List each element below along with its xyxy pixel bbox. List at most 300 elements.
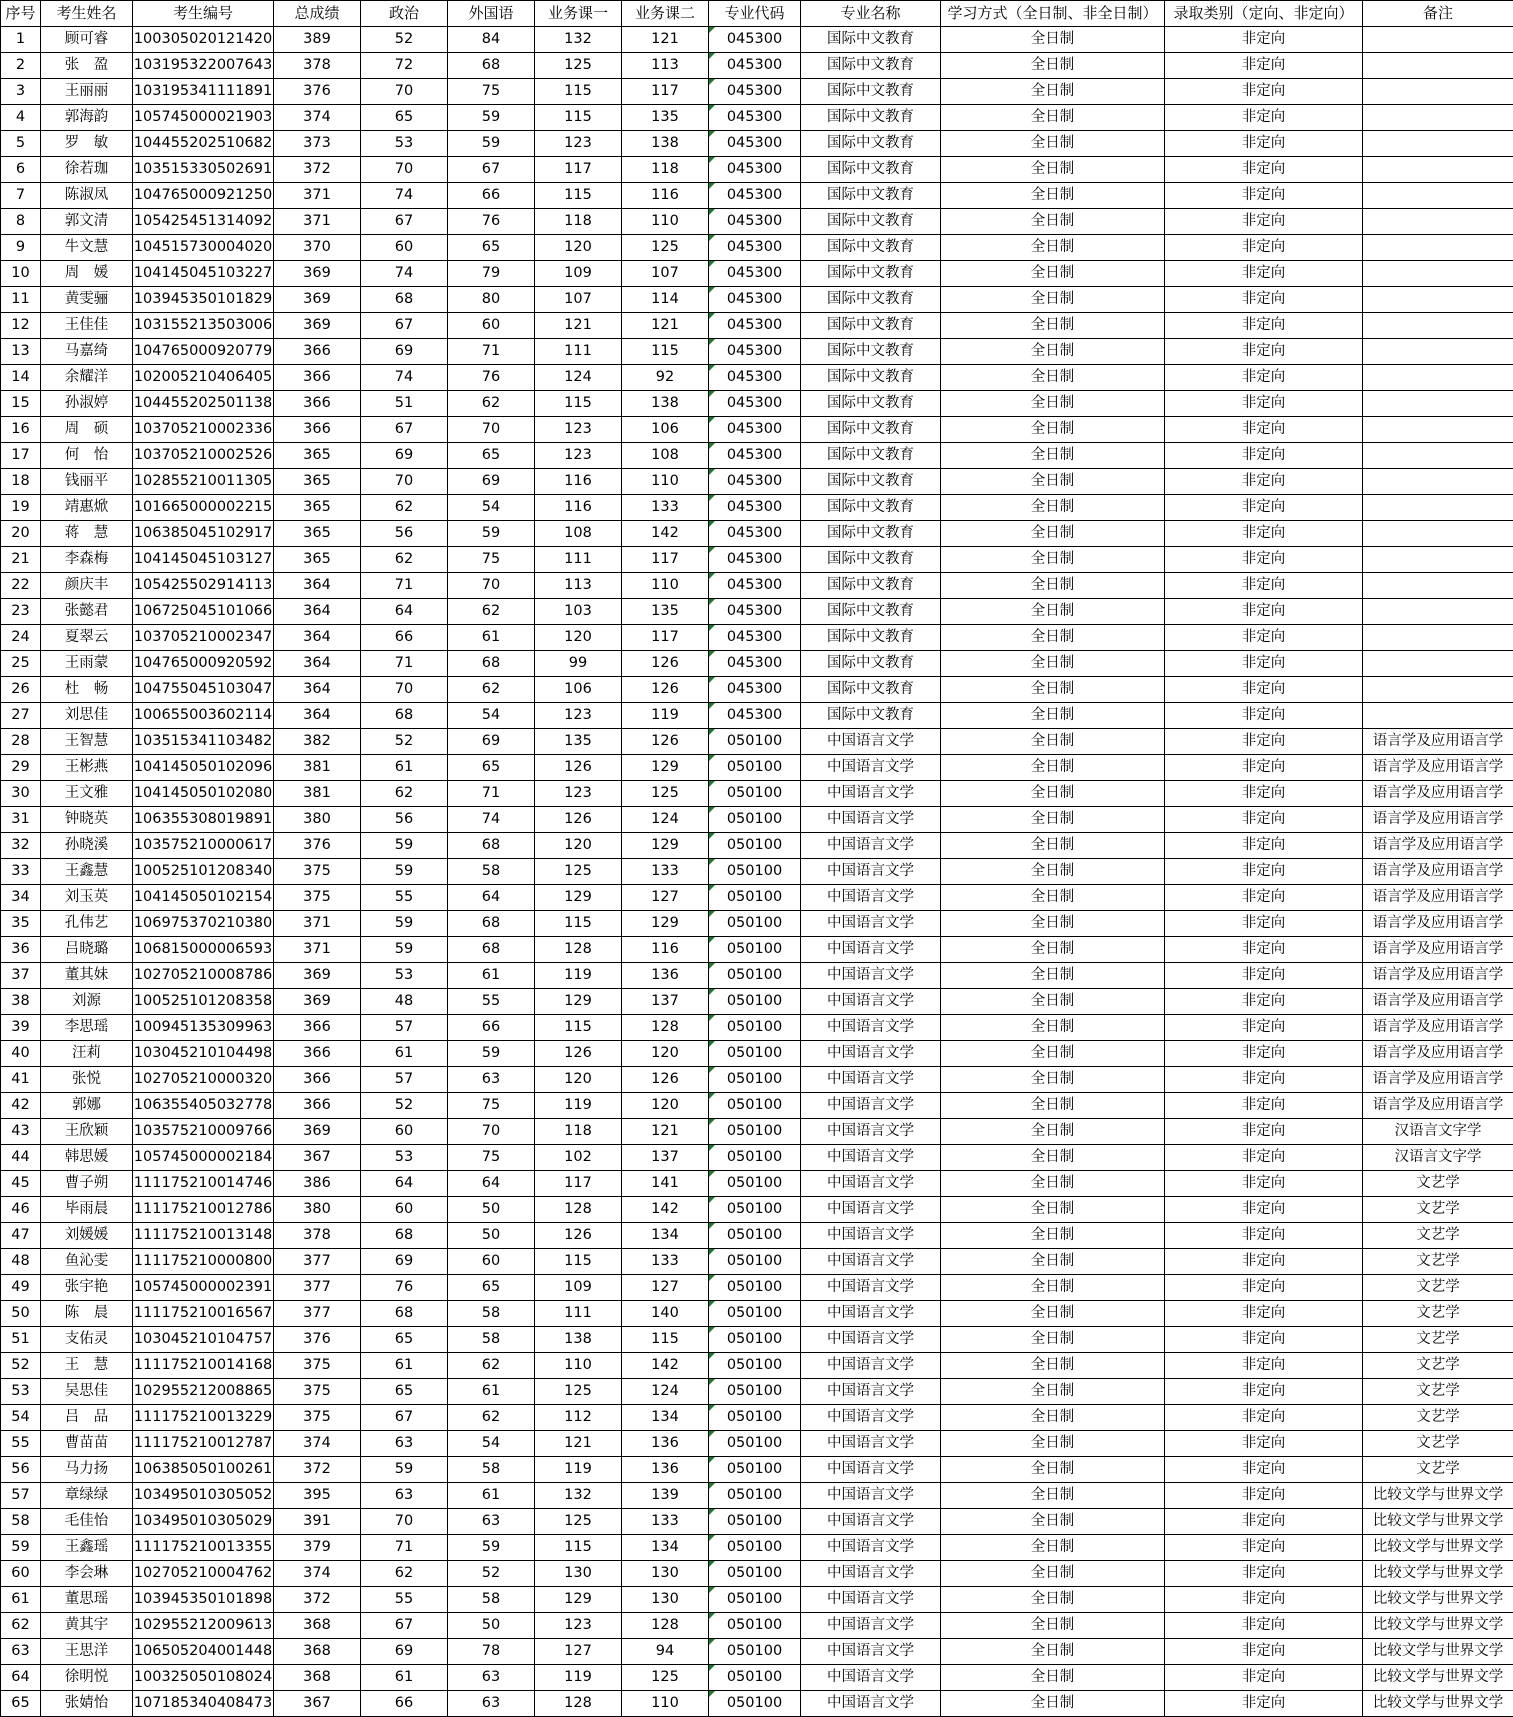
course1-cell: 129	[535, 1587, 622, 1613]
foreign-lang-cell: 63	[448, 1665, 535, 1691]
seq-cell: 42	[1, 1093, 41, 1119]
politics-cell: 63	[361, 1483, 448, 1509]
name-cell: 王鑫瑶	[41, 1535, 133, 1561]
admission-type-cell: 非定向	[1165, 391, 1363, 417]
course1-cell: 116	[535, 469, 622, 495]
major-name-cell: 中国语言文学	[801, 1275, 941, 1301]
exam-id-cell: 111175210012786	[133, 1197, 274, 1223]
politics-cell: 70	[361, 157, 448, 183]
major-code-cell: 045300	[709, 183, 801, 209]
admission-type-cell: 非定向	[1165, 1405, 1363, 1431]
name-cell: 何 怡	[41, 443, 133, 469]
remark-cell: 语言学及应用语言学	[1363, 937, 1513, 963]
major-code-cell: 050100	[709, 1613, 801, 1639]
politics-cell: 65	[361, 1379, 448, 1405]
admission-type-cell: 非定向	[1165, 209, 1363, 235]
course2-cell: 133	[622, 1509, 709, 1535]
seq-cell: 60	[1, 1561, 41, 1587]
table-row	[1, 287, 1513, 313]
foreign-lang-cell: 65	[448, 755, 535, 781]
study-mode-cell: 全日制	[941, 105, 1165, 131]
name-cell: 张 盈	[41, 53, 133, 79]
exam-id-cell: 100325050108024	[133, 1665, 274, 1691]
course2-cell: 114	[622, 287, 709, 313]
course2-cell: 129	[622, 833, 709, 859]
seq-cell: 43	[1, 1119, 41, 1145]
course1-cell: 121	[535, 313, 622, 339]
course1-cell: 138	[535, 1327, 622, 1353]
remark-cell	[1363, 79, 1513, 105]
seq-cell: 48	[1, 1249, 41, 1275]
table-row	[1, 1015, 1513, 1041]
course2-cell: 107	[622, 261, 709, 287]
admission-type-cell: 非定向	[1165, 781, 1363, 807]
politics-cell: 69	[361, 1249, 448, 1275]
exam-id-cell: 103195341111891	[133, 79, 274, 105]
name-cell: 王欣颖	[41, 1119, 133, 1145]
course1-cell: 127	[535, 1639, 622, 1665]
foreign-lang-cell: 74	[448, 807, 535, 833]
remark-cell: 比较文学与世界文学	[1363, 1483, 1513, 1509]
admission-type-cell: 非定向	[1165, 729, 1363, 755]
name-cell: 王智慧	[41, 729, 133, 755]
major-code-cell: 050100	[709, 1405, 801, 1431]
remark-cell	[1363, 547, 1513, 573]
major-code-cell: 050100	[709, 1379, 801, 1405]
foreign-lang-cell: 68	[448, 833, 535, 859]
table-row	[1, 1457, 1513, 1483]
politics-cell: 74	[361, 261, 448, 287]
name-cell: 周 媛	[41, 261, 133, 287]
course1-cell: 120	[535, 235, 622, 261]
course1-cell: 123	[535, 443, 622, 469]
seq-cell: 10	[1, 261, 41, 287]
politics-cell: 64	[361, 1171, 448, 1197]
major-name-cell: 中国语言文学	[801, 1067, 941, 1093]
course2-cell: 110	[622, 1691, 709, 1717]
col-remark-header: 备注	[1363, 1, 1513, 27]
table-row	[1, 989, 1513, 1015]
major-name-cell: 中国语言文学	[801, 1691, 941, 1717]
major-code-cell: 045300	[709, 131, 801, 157]
table-row	[1, 911, 1513, 937]
foreign-lang-cell: 79	[448, 261, 535, 287]
course1-cell: 129	[535, 989, 622, 1015]
major-name-cell: 国际中文教育	[801, 79, 941, 105]
foreign-lang-cell: 68	[448, 937, 535, 963]
foreign-lang-cell: 50	[448, 1197, 535, 1223]
study-mode-cell: 全日制	[941, 313, 1165, 339]
course1-cell: 123	[535, 781, 622, 807]
foreign-lang-cell: 63	[448, 1509, 535, 1535]
admission-type-cell: 非定向	[1165, 1353, 1363, 1379]
seq-cell: 7	[1, 183, 41, 209]
politics-cell: 67	[361, 313, 448, 339]
exam-id-cell: 106385045102917	[133, 521, 274, 547]
study-mode-cell: 全日制	[941, 625, 1165, 651]
major-name-cell: 中国语言文学	[801, 1093, 941, 1119]
remark-cell: 语言学及应用语言学	[1363, 1067, 1513, 1093]
major-code-cell: 045300	[709, 313, 801, 339]
politics-cell: 70	[361, 1509, 448, 1535]
remark-cell: 比较文学与世界文学	[1363, 1535, 1513, 1561]
study-mode-cell: 全日制	[941, 1327, 1165, 1353]
exam-id-cell: 102005210406405	[133, 365, 274, 391]
name-cell: 吕 品	[41, 1405, 133, 1431]
admission-type-cell: 非定向	[1165, 157, 1363, 183]
foreign-lang-cell: 68	[448, 651, 535, 677]
course2-cell: 115	[622, 1327, 709, 1353]
major-code-cell: 050100	[709, 1509, 801, 1535]
course1-cell: 108	[535, 521, 622, 547]
study-mode-cell: 全日制	[941, 1223, 1165, 1249]
course2-cell: 142	[622, 1353, 709, 1379]
remark-cell	[1363, 495, 1513, 521]
admission-type-cell: 非定向	[1165, 1691, 1363, 1717]
seq-cell: 57	[1, 1483, 41, 1509]
exam-id-cell: 111175210013148	[133, 1223, 274, 1249]
major-name-cell: 中国语言文学	[801, 1509, 941, 1535]
study-mode-cell: 全日制	[941, 27, 1165, 53]
name-cell: 张宇艳	[41, 1275, 133, 1301]
foreign-lang-cell: 67	[448, 157, 535, 183]
major-name-cell: 中国语言文学	[801, 1223, 941, 1249]
study-mode-cell: 全日制	[941, 339, 1165, 365]
politics-cell: 68	[361, 1301, 448, 1327]
table-row	[1, 417, 1513, 443]
admission-type-cell: 非定向	[1165, 79, 1363, 105]
course1-cell: 111	[535, 1301, 622, 1327]
politics-cell: 53	[361, 131, 448, 157]
major-code-cell: 050100	[709, 1587, 801, 1613]
total-score-cell: 366	[274, 365, 361, 391]
course1-cell: 120	[535, 625, 622, 651]
politics-cell: 60	[361, 235, 448, 261]
course2-cell: 141	[622, 1171, 709, 1197]
foreign-lang-cell: 59	[448, 1041, 535, 1067]
foreign-lang-cell: 50	[448, 1613, 535, 1639]
course2-cell: 126	[622, 729, 709, 755]
foreign-lang-cell: 59	[448, 1535, 535, 1561]
total-score-cell: 386	[274, 1171, 361, 1197]
study-mode-cell: 全日制	[941, 1665, 1165, 1691]
table-row	[1, 651, 1513, 677]
course1-cell: 117	[535, 157, 622, 183]
course2-cell: 125	[622, 1665, 709, 1691]
course1-cell: 128	[535, 937, 622, 963]
major-name-cell: 中国语言文学	[801, 1327, 941, 1353]
major-name-cell: 中国语言文学	[801, 1015, 941, 1041]
seq-cell: 55	[1, 1431, 41, 1457]
foreign-lang-cell: 68	[448, 53, 535, 79]
exam-id-cell: 111175210013229	[133, 1405, 274, 1431]
name-cell: 章绿绿	[41, 1483, 133, 1509]
name-cell: 靖惠焮	[41, 495, 133, 521]
course2-cell: 116	[622, 937, 709, 963]
politics-cell: 65	[361, 105, 448, 131]
exam-id-cell: 105745000021903	[133, 105, 274, 131]
admission-type-cell: 非定向	[1165, 287, 1363, 313]
admission-type-cell: 非定向	[1165, 833, 1363, 859]
total-score-cell: 369	[274, 989, 361, 1015]
table-row	[1, 937, 1513, 963]
total-score-cell: 369	[274, 261, 361, 287]
major-code-cell: 050100	[709, 1327, 801, 1353]
exam-id-cell: 111175210012787	[133, 1431, 274, 1457]
exam-id-cell: 100655003602114	[133, 703, 274, 729]
exam-id-cell: 102705210000320	[133, 1067, 274, 1093]
total-score-cell: 369	[274, 287, 361, 313]
course1-cell: 113	[535, 573, 622, 599]
admission-type-cell: 非定向	[1165, 1197, 1363, 1223]
table-row	[1, 1691, 1513, 1717]
foreign-lang-cell: 62	[448, 391, 535, 417]
major-name-cell: 中国语言文学	[801, 1535, 941, 1561]
table-row	[1, 1327, 1513, 1353]
foreign-lang-cell: 64	[448, 885, 535, 911]
seq-cell: 17	[1, 443, 41, 469]
seq-cell: 2	[1, 53, 41, 79]
course2-cell: 119	[622, 703, 709, 729]
foreign-lang-cell: 70	[448, 573, 535, 599]
seq-cell: 23	[1, 599, 41, 625]
politics-cell: 71	[361, 651, 448, 677]
study-mode-cell: 全日制	[941, 1119, 1165, 1145]
total-score-cell: 366	[274, 339, 361, 365]
exam-id-cell: 102705210008786	[133, 963, 274, 989]
foreign-lang-cell: 58	[448, 1457, 535, 1483]
seq-cell: 28	[1, 729, 41, 755]
course2-cell: 108	[622, 443, 709, 469]
politics-cell: 74	[361, 365, 448, 391]
table-row	[1, 1249, 1513, 1275]
course1-cell: 121	[535, 1431, 622, 1457]
remark-cell: 汉语言文字学	[1363, 1119, 1513, 1145]
col-admission-type-header: 录取类别（定向、非定向）	[1165, 1, 1363, 27]
admission-type-cell: 非定向	[1165, 1639, 1363, 1665]
table-row	[1, 365, 1513, 391]
exam-id-cell: 105425502914113	[133, 573, 274, 599]
politics-cell: 62	[361, 1561, 448, 1587]
major-name-cell: 国际中文教育	[801, 677, 941, 703]
name-cell: 周 硕	[41, 417, 133, 443]
major-name-cell: 国际中文教育	[801, 417, 941, 443]
table-row	[1, 885, 1513, 911]
exam-id-cell: 111175210014168	[133, 1353, 274, 1379]
total-score-cell: 377	[274, 1275, 361, 1301]
table-row	[1, 1509, 1513, 1535]
major-code-cell: 050100	[709, 1015, 801, 1041]
course2-cell: 136	[622, 1431, 709, 1457]
name-cell: 马嘉绮	[41, 339, 133, 365]
name-cell: 王文雅	[41, 781, 133, 807]
admission-type-cell: 非定向	[1165, 53, 1363, 79]
politics-cell: 60	[361, 1197, 448, 1223]
remark-cell: 语言学及应用语言学	[1363, 755, 1513, 781]
table-row	[1, 1379, 1513, 1405]
major-name-cell: 中国语言文学	[801, 807, 941, 833]
politics-cell: 61	[361, 1665, 448, 1691]
course2-cell: 92	[622, 365, 709, 391]
politics-cell: 62	[361, 781, 448, 807]
table-row	[1, 469, 1513, 495]
foreign-lang-cell: 52	[448, 1561, 535, 1587]
total-score-cell: 365	[274, 547, 361, 573]
total-score-cell: 374	[274, 105, 361, 131]
study-mode-cell: 全日制	[941, 495, 1165, 521]
major-name-cell: 国际中文教育	[801, 625, 941, 651]
course2-cell: 142	[622, 521, 709, 547]
total-score-cell: 374	[274, 1431, 361, 1457]
major-code-cell: 045300	[709, 27, 801, 53]
foreign-lang-cell: 65	[448, 235, 535, 261]
table-row	[1, 573, 1513, 599]
major-code-cell: 050100	[709, 1197, 801, 1223]
name-cell: 刘玉英	[41, 885, 133, 911]
name-cell: 陈淑凤	[41, 183, 133, 209]
major-code-cell: 050100	[709, 859, 801, 885]
name-cell: 徐明悦	[41, 1665, 133, 1691]
major-code-cell: 050100	[709, 755, 801, 781]
admission-type-cell: 非定向	[1165, 339, 1363, 365]
foreign-lang-cell: 76	[448, 365, 535, 391]
study-mode-cell: 全日制	[941, 885, 1165, 911]
foreign-lang-cell: 64	[448, 1171, 535, 1197]
table-row	[1, 833, 1513, 859]
name-cell: 蒋 慧	[41, 521, 133, 547]
course1-cell: 115	[535, 911, 622, 937]
course1-cell: 112	[535, 1405, 622, 1431]
course2-cell: 117	[622, 625, 709, 651]
major-code-cell: 045300	[709, 261, 801, 287]
total-score-cell: 381	[274, 781, 361, 807]
major-code-cell: 050100	[709, 1301, 801, 1327]
course1-cell: 125	[535, 1509, 622, 1535]
foreign-lang-cell: 69	[448, 469, 535, 495]
politics-cell: 60	[361, 1119, 448, 1145]
col-major-name-header: 专业名称	[801, 1, 941, 27]
exam-id-cell: 106385050100261	[133, 1457, 274, 1483]
seq-cell: 26	[1, 677, 41, 703]
major-code-cell: 050100	[709, 1457, 801, 1483]
politics-cell: 61	[361, 1041, 448, 1067]
major-name-cell: 国际中文教育	[801, 287, 941, 313]
exam-id-cell: 104145045103127	[133, 547, 274, 573]
remark-cell	[1363, 677, 1513, 703]
course2-cell: 125	[622, 235, 709, 261]
exam-id-cell: 107185340408473	[133, 1691, 274, 1717]
remark-cell: 语言学及应用语言学	[1363, 729, 1513, 755]
remark-cell: 文艺学	[1363, 1249, 1513, 1275]
politics-cell: 70	[361, 79, 448, 105]
name-cell: 董其妹	[41, 963, 133, 989]
course2-cell: 115	[622, 339, 709, 365]
foreign-lang-cell: 55	[448, 989, 535, 1015]
foreign-lang-cell: 76	[448, 209, 535, 235]
admission-type-cell: 非定向	[1165, 1483, 1363, 1509]
study-mode-cell: 全日制	[941, 989, 1165, 1015]
politics-cell: 69	[361, 1639, 448, 1665]
name-cell: 张懿君	[41, 599, 133, 625]
study-mode-cell: 全日制	[941, 365, 1165, 391]
table-row	[1, 755, 1513, 781]
table-row	[1, 1119, 1513, 1145]
admission-type-cell: 非定向	[1165, 365, 1363, 391]
table-row	[1, 1301, 1513, 1327]
table-row	[1, 261, 1513, 287]
politics-cell: 67	[361, 1613, 448, 1639]
col-politics-header: 政治	[361, 1, 448, 27]
seq-cell: 38	[1, 989, 41, 1015]
politics-cell: 53	[361, 963, 448, 989]
politics-cell: 52	[361, 729, 448, 755]
course2-cell: 117	[622, 79, 709, 105]
foreign-lang-cell: 70	[448, 417, 535, 443]
admission-type-cell: 非定向	[1165, 1665, 1363, 1691]
course2-cell: 128	[622, 1015, 709, 1041]
total-score-cell: 389	[274, 27, 361, 53]
exam-id-cell: 106355308019891	[133, 807, 274, 833]
admission-type-cell: 非定向	[1165, 937, 1363, 963]
table-row	[1, 677, 1513, 703]
name-cell: 孙晓溪	[41, 833, 133, 859]
seq-cell: 61	[1, 1587, 41, 1613]
major-name-cell: 中国语言文学	[801, 1197, 941, 1223]
foreign-lang-cell: 59	[448, 131, 535, 157]
foreign-lang-cell: 66	[448, 183, 535, 209]
col-course1-header: 业务课一	[535, 1, 622, 27]
major-name-cell: 国际中文教育	[801, 547, 941, 573]
course2-cell: 128	[622, 1613, 709, 1639]
study-mode-cell: 全日制	[941, 1041, 1165, 1067]
seq-cell: 9	[1, 235, 41, 261]
politics-cell: 59	[361, 937, 448, 963]
study-mode-cell: 全日制	[941, 911, 1165, 937]
remark-cell: 语言学及应用语言学	[1363, 963, 1513, 989]
admission-type-cell: 非定向	[1165, 1561, 1363, 1587]
course2-cell: 127	[622, 1275, 709, 1301]
seq-cell: 56	[1, 1457, 41, 1483]
name-cell: 钟晓英	[41, 807, 133, 833]
major-name-cell: 国际中文教育	[801, 339, 941, 365]
major-code-cell: 045300	[709, 547, 801, 573]
course2-cell: 136	[622, 963, 709, 989]
remark-cell: 文艺学	[1363, 1379, 1513, 1405]
study-mode-cell: 全日制	[941, 963, 1165, 989]
course1-cell: 110	[535, 1353, 622, 1379]
course2-cell: 135	[622, 105, 709, 131]
course1-cell: 126	[535, 755, 622, 781]
course1-cell: 126	[535, 1223, 622, 1249]
course2-cell: 134	[622, 1535, 709, 1561]
study-mode-cell: 全日制	[941, 287, 1165, 313]
major-name-cell: 国际中文教育	[801, 703, 941, 729]
table-row	[1, 157, 1513, 183]
remark-cell: 语言学及应用语言学	[1363, 989, 1513, 1015]
politics-cell: 56	[361, 521, 448, 547]
course1-cell: 126	[535, 807, 622, 833]
exam-id-cell: 103705210002347	[133, 625, 274, 651]
total-score-cell: 375	[274, 885, 361, 911]
major-code-cell: 050100	[709, 1535, 801, 1561]
study-mode-cell: 全日制	[941, 469, 1165, 495]
seq-cell: 3	[1, 79, 41, 105]
course1-cell: 119	[535, 1665, 622, 1691]
name-cell: 张悦	[41, 1067, 133, 1093]
seq-cell: 4	[1, 105, 41, 131]
remark-cell	[1363, 261, 1513, 287]
politics-cell: 70	[361, 677, 448, 703]
